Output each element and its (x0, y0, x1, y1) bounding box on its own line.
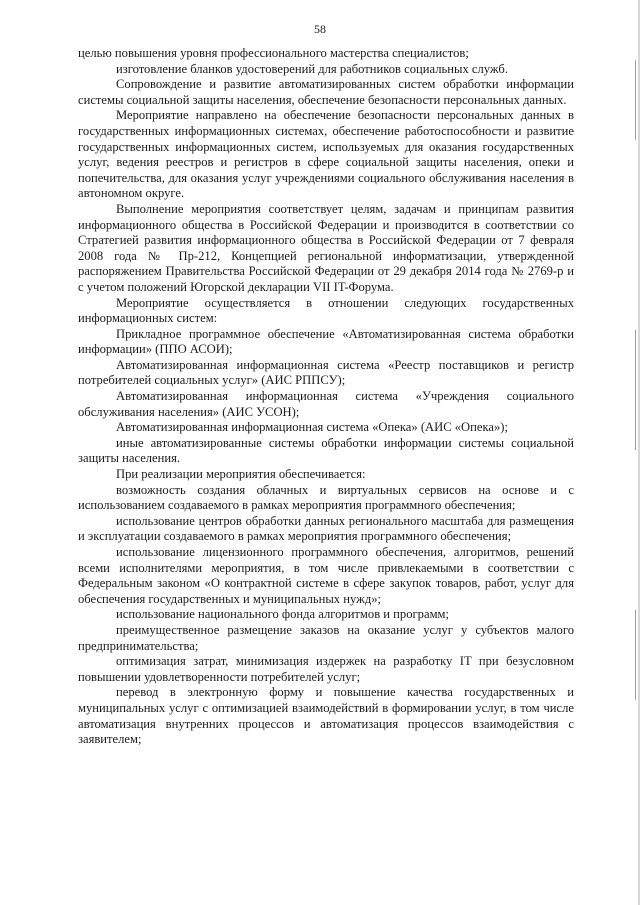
paragraph: возможность создания облачных и виртуальных сервисов на основе и с использованием создаваемого в рамках мероприятия программного обеспечения; (78, 482, 574, 513)
paragraph: Сопровождение и развитие автоматизированных систем обработки информации системы социальной защиты населения, обеспечение безопасности персональных данных. (78, 77, 574, 107)
scan-margin-mark (635, 610, 636, 700)
paragraph: Мероприятие осуществляется в отношении следующих государственных информационных систем: (78, 295, 574, 326)
paragraph: иные автоматизированные системы обработки информации системы социальной защиты населения. (78, 435, 574, 466)
paragraph: Выполнение мероприятия соответствует целям, задачам и принципам развития информационного общества в Российской Федерации и производится в соответствии со Стратегией развития информационного общества в Российской Федерации от 7 февраля 2008 года № Пр-212, Концепцией региональной информатизации, утвержденной распоряжением Правительства Российской Федерации от 29 декабря 2014 года № 2769-р и с учетом положений Югорской декларации VII IT-Форума. (78, 201, 574, 294)
paragraph: изготовление бланков удостоверений для работников социальных служб. (116, 61, 508, 76)
paragraph: Автоматизированная информационная система «Реестр поставщиков и регистр потребителей социальных услуг» (АИС РППСУ); (78, 357, 574, 388)
paragraph: При реализации мероприятия обеспечивается: (116, 467, 366, 482)
document-body (78, 46, 574, 748)
paragraph: использование центров обработки данных регионального масштаба для размещения и эксплуатации создаваемого в рамках мероприятия программного обеспечения; (78, 513, 574, 544)
paragraph: Мероприятие направлено на обеспечение безопасности персональных данных в государственных информационных системах, обеспечение работоспособности и развитие государственных информационных систем, используемых для оказания государственных услуг, ведения реестров и регистров в сфере социальной защиты населения, опеки и попечительства, для оказания услуг учреждениями социального обслуживания населения в автономном округе. (78, 108, 574, 201)
page-number: 58 (314, 22, 326, 36)
paragraph: перевод в электронную форму и повышение качества государственных и муниципальных услуг с оптимизацией взаимодействий в формировании услуг, в том числе автоматизация внутренних процессов и автоматизация процессов взаимодействия с заявителем; (78, 685, 574, 747)
paragraph: использование национального фонда алгоритмов и программ; (116, 607, 450, 622)
paragraph: оптимизация затрат, минимизация издержек на разработку IT при безусловном повышении удовлетворенности потребителей услуг; (78, 654, 574, 684)
scan-margin-mark (635, 60, 636, 140)
paragraph: использование лицензионного программного обеспечения, алгоритмов, решений всеми исполнителями мероприятия, в том числе привлекаемыми в соответствии с Федеральным законом «О контрактной системе в сфере закупок товаров, работ, услуг для обеспечения государственных и муниципальных нужд»; (78, 545, 574, 606)
paragraph: Прикладное программное обеспечение «Автоматизированная система обработки информации» (ППО АСОИ); (78, 326, 574, 357)
paragraph: преимущественное размещение заказов на оказание услуг у субъектов малого предпринимательства; (78, 622, 574, 653)
paragraph: целью повышения уровня профессионального мастерства специалистов; (78, 46, 469, 60)
scan-margin-mark (635, 330, 636, 450)
paragraph: Автоматизированная информационная система «Опека» (АИС «Опека»); (116, 420, 508, 435)
paragraph: Автоматизированная информационная система «Учреждения социального обслуживания населения» (АИС УСОН); (78, 389, 574, 419)
